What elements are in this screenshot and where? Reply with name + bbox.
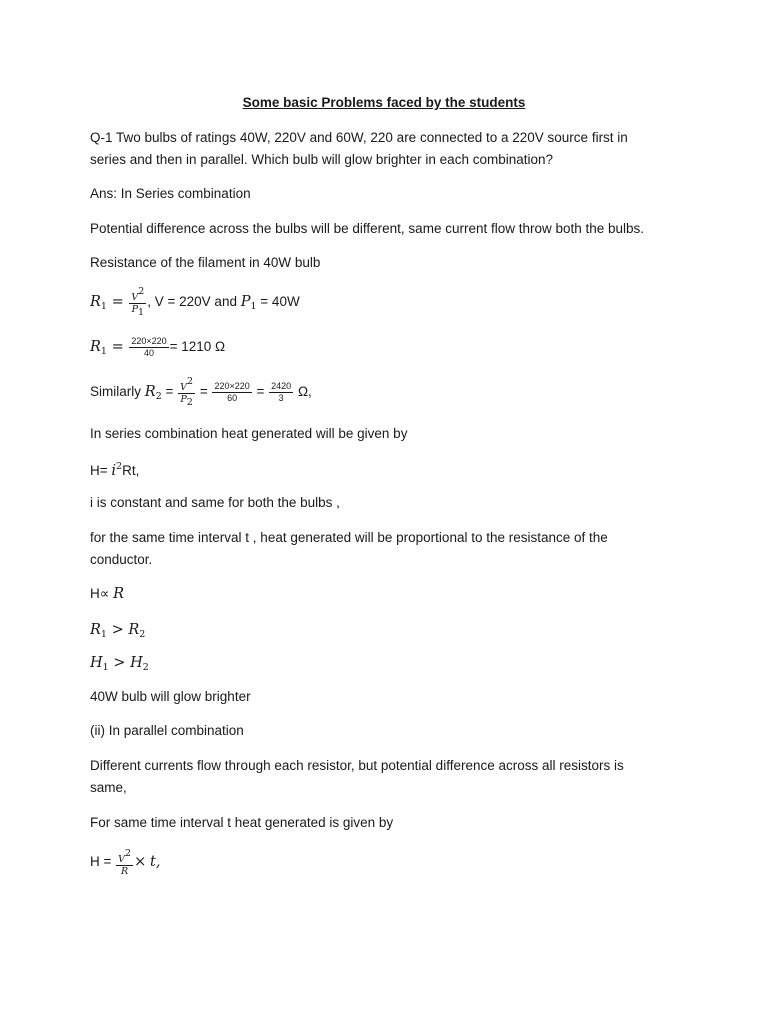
fraction-r1: $\frac{220\times 220}{40}$	[131, 335, 167, 358]
time-interval-line-1: for the same time interval t , heat generated will be proportional to the resistance of the	[90, 530, 608, 545]
equation-r1-value: $R_1$ = $\frac{220\times 220}{40}$ = 1210 Ω	[90, 335, 226, 358]
different-currents-line-1: Different currents flow through each resistor, but potential difference across all resistors is	[90, 758, 624, 773]
fraction-v2-over-p1: $\frac{V^2}{P_1}$	[131, 286, 145, 319]
question-line-2: series and then in parallel. Which bulb will glow brighter in each combination?	[90, 152, 554, 167]
answer-heading: Ans: In Series combination	[90, 186, 251, 201]
page-title: Some basic Problems faced by the students	[242, 95, 526, 110]
fraction-r2-numeric: $\frac{220\times 220}{60}$	[214, 380, 250, 403]
potential-difference-text: Potential difference across the bulbs will be different, same current flow throw both the bulbs.	[90, 221, 645, 236]
different-currents-line-2: same,	[90, 780, 127, 795]
equation-heat-parallel: H = $\frac{V^2}{R}$ × t,	[90, 847, 161, 877]
fraction-v2-over-r: $\frac{V^2}{R}$	[118, 847, 132, 877]
equation-h-proportional: H∝ R	[90, 586, 125, 602]
series-heat-text: In series combination heat generated will be given by	[90, 426, 408, 441]
parallel-heading: (ii) In parallel combination	[90, 723, 244, 738]
conclusion-40w: 40W bulb will glow brighter	[90, 689, 251, 704]
equation-h1-gt-h2: $H_1 > H_2$	[90, 655, 149, 673]
same-time-text: For same time interval t heat generated is given by	[90, 815, 394, 830]
equation-r1-gt-r2: $R_1 > R_2$	[90, 622, 146, 640]
fraction-r2-result: $\frac{2420}{3}$	[271, 380, 292, 403]
equation-r2: Similarly $R_2$ = $\frac{V^2}{P_2}$ = $\frac{220\times 220}{60}$ = $\frac{2420}{3}$ Ω,	[90, 376, 312, 409]
time-interval-line-2: conductor.	[90, 552, 153, 567]
resistance-text: Resistance of the filament in 40W bulb	[90, 255, 321, 270]
equation-r1-formula: $R_1$ = $\frac{V^2}{P_1}$ , V = 220V and $P_1 = 40W$	[90, 286, 300, 319]
question-line-1: Q-1 Two bulbs of ratings 40W, 220V and 60W, 220 are connected to a 220V source first in	[90, 130, 628, 145]
current-constant-text: i is constant and same for both the bulbs ,	[90, 495, 340, 510]
fraction-v2-over-p2: $\frac{V^2}{P_2}$	[180, 376, 194, 409]
equation-heat-series: $H= i^2Rt$,	[90, 461, 140, 479]
